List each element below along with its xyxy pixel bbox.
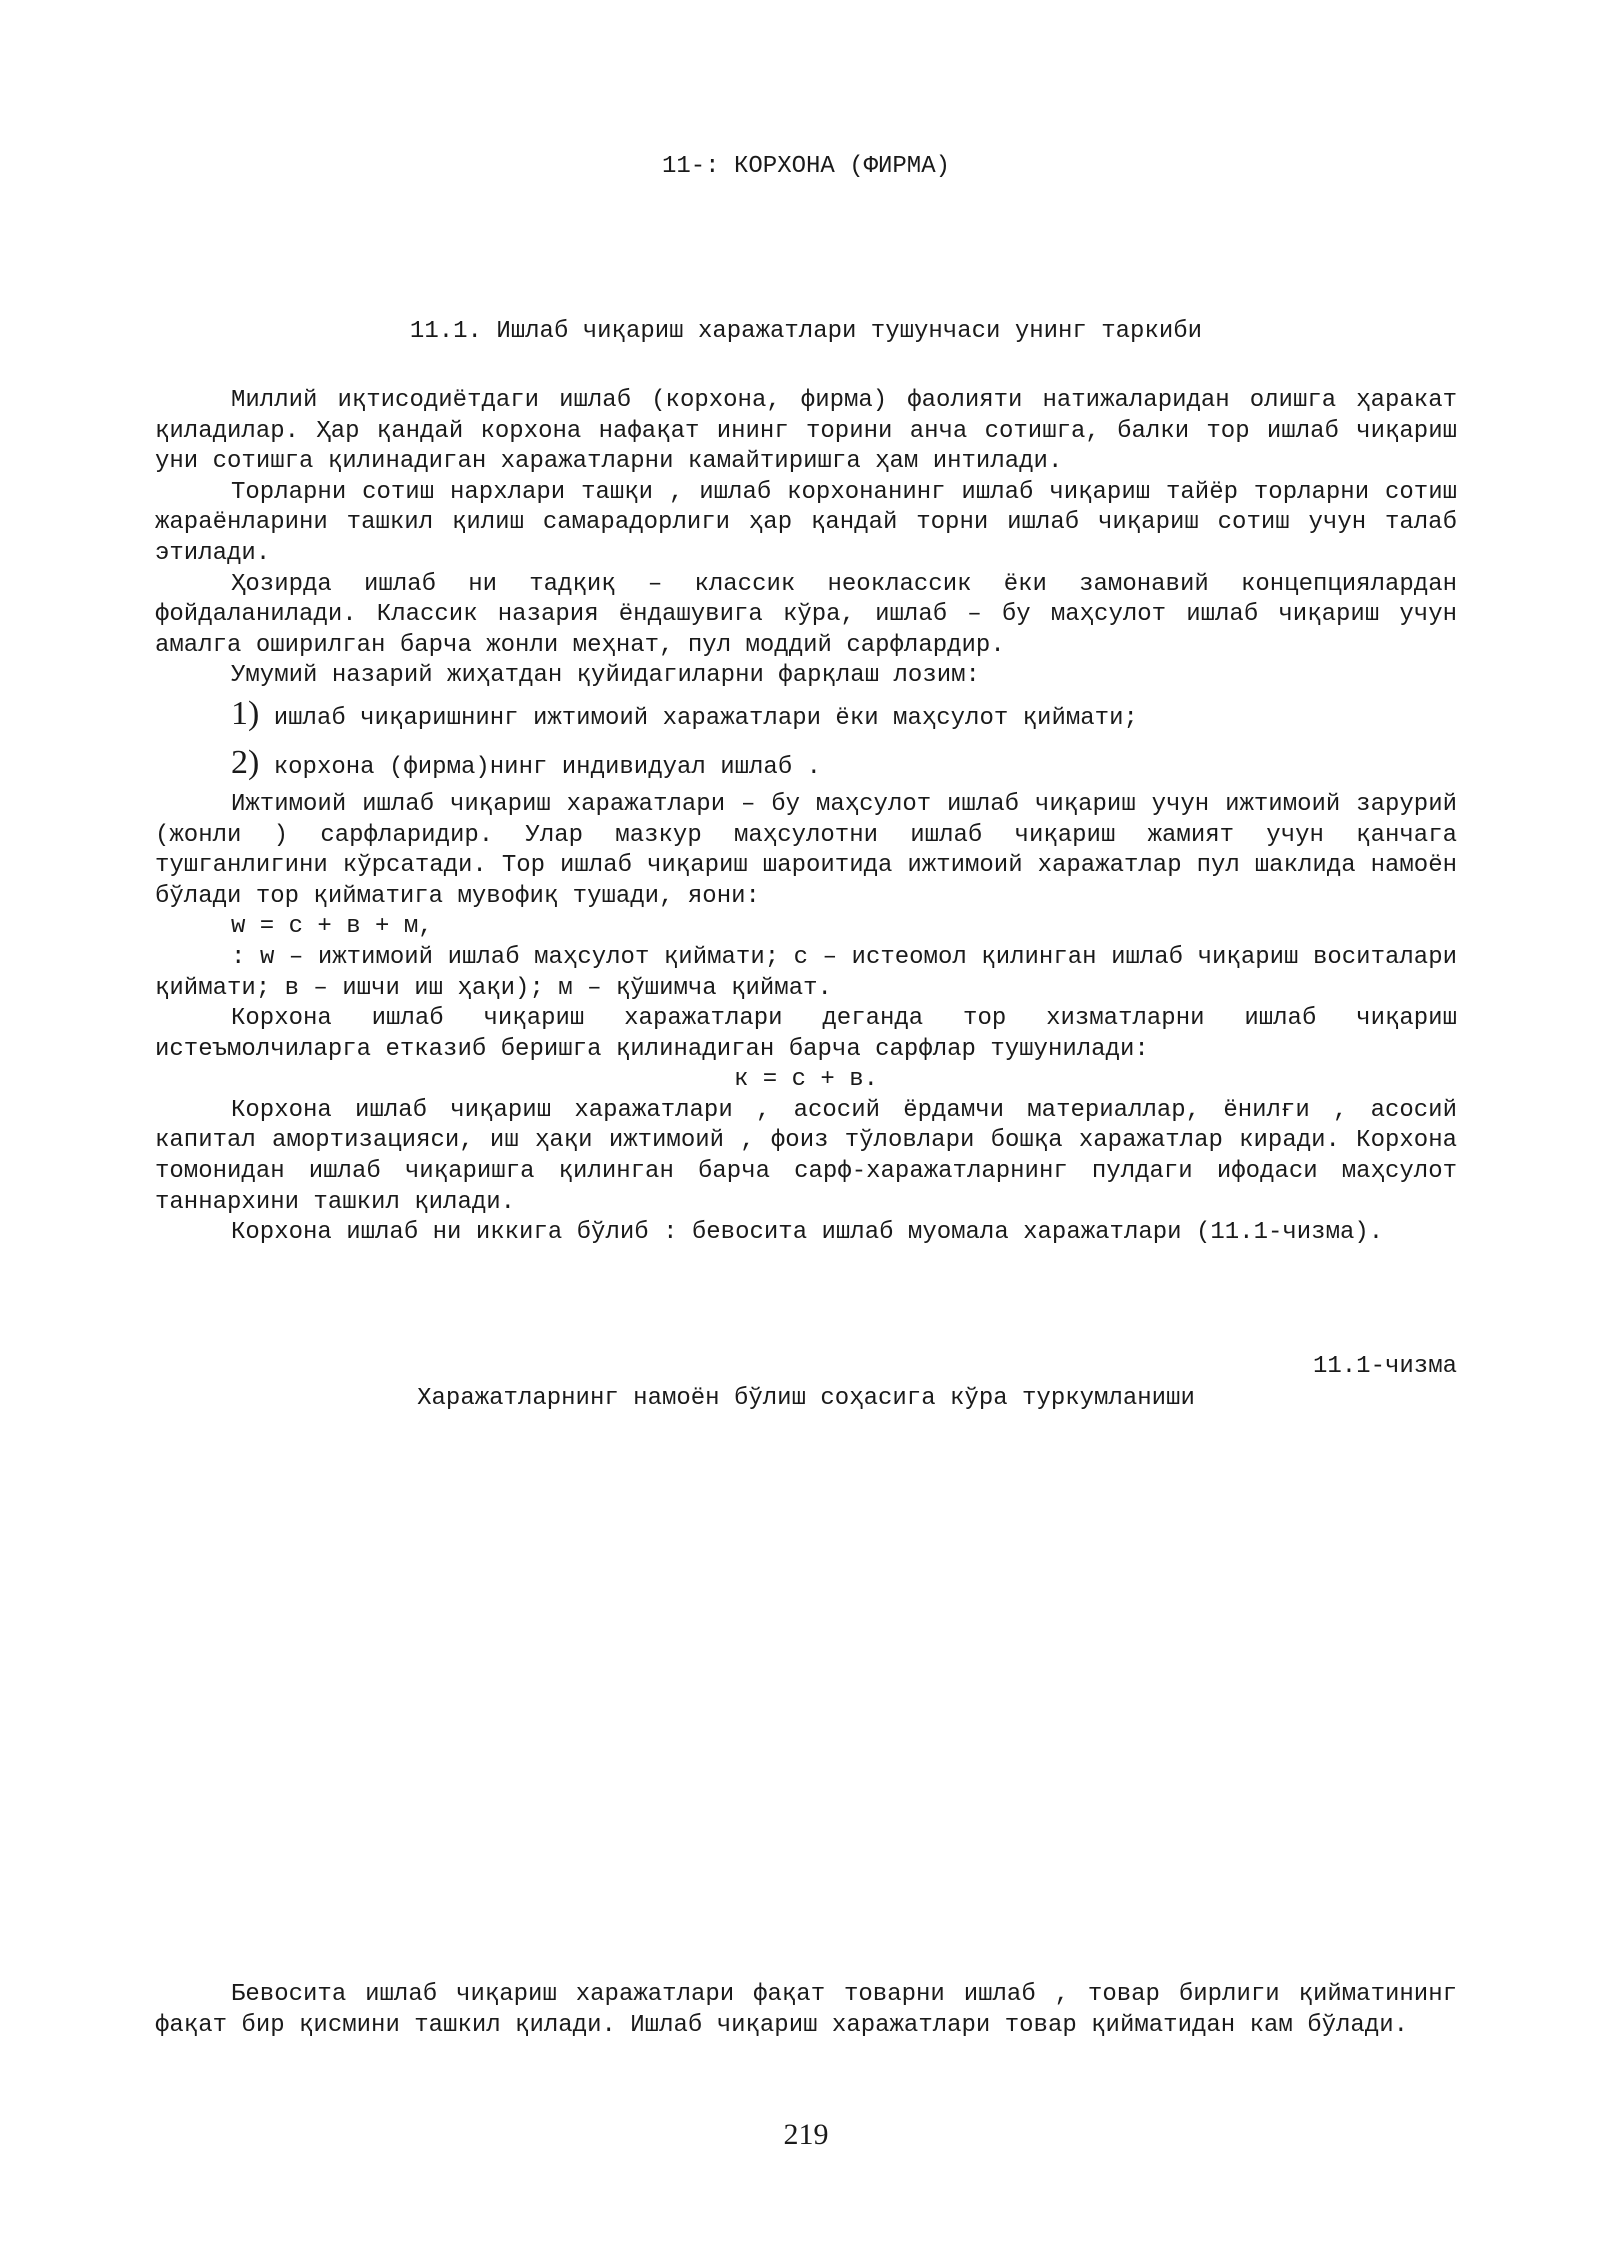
- chapter-title: 11-: КОРХОНА (ФИРМА): [661, 153, 951, 180]
- list-number-2: 2): [231, 743, 260, 781]
- formula-firm-cost: к = с + в.: [733, 1066, 879, 1094]
- paragraph-5: Ижтимоий ишлаб чиқариш харажатлари – бу маҳсулот ишлаб чиқариш учун ижтимоий зарурий (жонли ) сарфларидир. Улар мазкур маҳсулотни ишлаб чиқариш жамият учун қанчага тушганлигини кўрсатади. Тор ишлаб чиқариш шароитида ижтимоий харажатлар пул шаклида намоён бўлади тор қийматига мувофиқ тушади, яони:: [155, 790, 1457, 910]
- figure-title: Харажатларнинг намоён бўлиш соҳасига кўра туркумланиши: [417, 1385, 1195, 1412]
- list-number-1: 1): [231, 694, 260, 732]
- figure-area: [155, 1430, 1457, 1950]
- bottom-text: [155, 1980, 1457, 2041]
- paragraph-8: Корхона ишлаб чиқариш харажатлари , асосий ёрдамчи материаллар, ёнилғи , асосий капитал амортизацияси, иш ҳақи ижтимоий , фоиз тўловлари бошқа харажатлар киради. Корхона томонидан ишлаб чиқаришга қилинган барча сарф-харажатларнинг пулдаги ифодаси маҳсулот таннархини ташкил қилади.: [155, 1096, 1457, 1216]
- formula-social-cost: w = c + в + м,: [231, 913, 433, 941]
- paragraph-bottom: Бевосита ишлаб чиқариш харажатлари фақат товарни ишлаб , товар бирлиги қийматининг фақат бир қисмини ташкил қилади. Ишлаб чиқариш харажатлари товар қийматидан кам бўлади.: [155, 1981, 1457, 2039]
- list-text-1: ишлаб чиқаришнинг ижтимоий харажатлари ёки маҳсулот қиймати;: [273, 704, 1138, 732]
- paragraph-4: Умумий назарий жиҳатдан қуйидагиларни фарқлаш лозим:: [231, 662, 980, 690]
- paragraph-9: Корхона ишлаб ни иккига бўлиб : бевосита ишлаб муомала харажатлари (11.1-чизма).: [231, 1219, 1384, 1247]
- paragraph-2: Торларни сотиш нархлари ташқи , ишлаб корхонанинг ишлаб чиқариш тайёр торларни сотиш жараёнларини ташкил қилиш самарадорлиги ҳар қандай торни ишлаб чиқариш сотиш учун талаб этилади.: [155, 478, 1457, 567]
- paragraph-1: Миллий иқтисодиётдаги ишлаб (корхона, фирма) фаолияти натижаларидан олишга ҳаракат қиладилар. Ҳар қандай корхона нафақат ининг торини анча сотишга, балки тор ишлаб чиқариш уни сотишга қилинадиган харажатларни камайтиришга ҳам интилади.: [155, 387, 1457, 476]
- document-page: [155, 0, 1457, 2262]
- list-text-2: корхона (фирма)нинг индивидуал ишлаб .: [273, 753, 822, 781]
- main-text: [155, 386, 1457, 1249]
- figure-label: 11.1-чизма: [1312, 1353, 1457, 1380]
- list-item-1: [155, 692, 1457, 741]
- page-number: 219: [783, 2118, 829, 2151]
- section-title: 11.1. Ишлаб чиқариш харажатлари тушунчаси унинг таркиби: [409, 318, 1203, 345]
- paragraph-6: : w – ижтимоий ишлаб маҳсулот қиймати; с – истеомол қилинган ишлаб чиқариш воситалари қиймати; в – ишчи иш ҳақи); м – қўшимча қиймат.: [155, 943, 1457, 1002]
- paragraph-7: Корхона ишлаб чиқариш харажатлари деганда тор хизматларни ишлаб чиқариш истеъмолчиларга етказиб беришга қилинадиган барча сарфлар тушунилади:: [155, 1005, 1457, 1063]
- list-item-2: [155, 741, 1457, 790]
- paragraph-3: Ҳозирда ишлаб ни тадқиқ – классик неоклассик ёки замонавий концепциялардан фойдаланилади. Классик назария ёндашувига кўра, ишлаб – бу маҳсулот ишлаб чиқариш учун амалга оширилган барча жонли меҳнат, пул моддий сарфлардир.: [155, 570, 1457, 659]
